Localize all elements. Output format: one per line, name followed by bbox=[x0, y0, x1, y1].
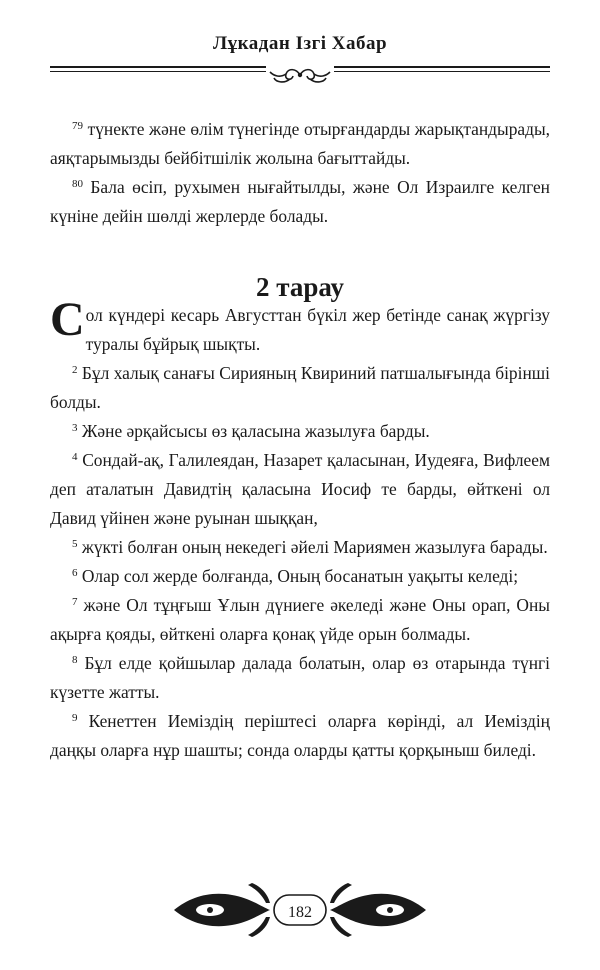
verse-text: Және әрқайсысы өз қаласына жазылуға барды. bbox=[77, 421, 430, 441]
verse-1 bbox=[50, 293, 550, 359]
verse-text: жүкті болған оның некедегі әйелі Мариямен жазылуға барады. bbox=[77, 537, 548, 557]
verse-text: Олар сол жерде болғанда, Оның босанатын уақыты келеді; bbox=[77, 566, 519, 586]
scroll-ornament-icon bbox=[266, 64, 334, 86]
verse-number: 80 bbox=[72, 178, 83, 190]
verse-number: 6 bbox=[72, 567, 78, 579]
drop-cap: С bbox=[50, 293, 85, 346]
verse-number: 8 bbox=[72, 654, 78, 666]
verse-3 bbox=[50, 417, 550, 446]
verse-text: ол күндері кесарь Августтан бүкіл жер бетінде санақ жүргізу туралы бұйрық шықты. bbox=[85, 305, 550, 354]
verse-9 bbox=[50, 707, 550, 765]
chapter-verses bbox=[50, 293, 550, 765]
verse-79 bbox=[50, 115, 550, 173]
verse-4 bbox=[50, 446, 550, 533]
verse-text: түнекте және өлім түнегінде отырғандарды жарықтандырады, аяқтарымызды бейбітшілік жолына бағыттайды. bbox=[50, 119, 550, 168]
verse-2 bbox=[50, 359, 550, 417]
verse-5 bbox=[50, 533, 550, 562]
verse-number: 79 bbox=[72, 120, 83, 132]
verse-number: 4 bbox=[72, 451, 78, 463]
verse-text: Бұл халық санағы Сирияның Квириний патшалығында бірінші болды. bbox=[50, 363, 550, 412]
verse-8 bbox=[50, 649, 550, 707]
page-number: 182 bbox=[288, 904, 312, 921]
verse-number: 3 bbox=[72, 422, 78, 434]
verse-number: 5 bbox=[72, 538, 78, 550]
verse-text: Сондай-ақ, Галилеядан, Назарет қаласынан, Иудеяға, Вифлеем деп аталатын Давидтің қаласына Иосиф те барды, өйткені ол Давид үйінен және руынан шыққан, bbox=[50, 450, 550, 528]
verse-7 bbox=[50, 591, 550, 649]
verse-text: Бұл елде қойшылар далада болатын, олар өз отарында түнгі күзетте жатты. bbox=[50, 653, 550, 702]
verse-6 bbox=[50, 562, 550, 591]
top-verses bbox=[50, 115, 550, 231]
chapter-title: 2 тарау bbox=[256, 272, 344, 302]
running-title: Лұкадан Ізгі Хабар bbox=[212, 33, 388, 54]
verse-number: 7 bbox=[72, 596, 78, 608]
verse-text: Кенеттен Иеміздің періштесі оларға көрінді, ал Иеміздің даңқы оларға нұр шашты; сонда оларды қатты қорқыныш биледі. bbox=[50, 711, 550, 760]
verse-text: Бала өсіп, рухымен нығайтылды, және Ол Израилге келген күніне дейін шөлді жерлерде болады. bbox=[50, 177, 550, 226]
verse-number: 9 bbox=[72, 712, 78, 724]
verse-80 bbox=[50, 173, 550, 231]
verse-text: және Ол тұңғыш Ұлын дүниеге әкеледі және Оны орап, Оны ақырға қояды, өйткені оларға қонақ үйде орын болмады. bbox=[50, 595, 550, 644]
verse-number: 2 bbox=[72, 364, 78, 376]
